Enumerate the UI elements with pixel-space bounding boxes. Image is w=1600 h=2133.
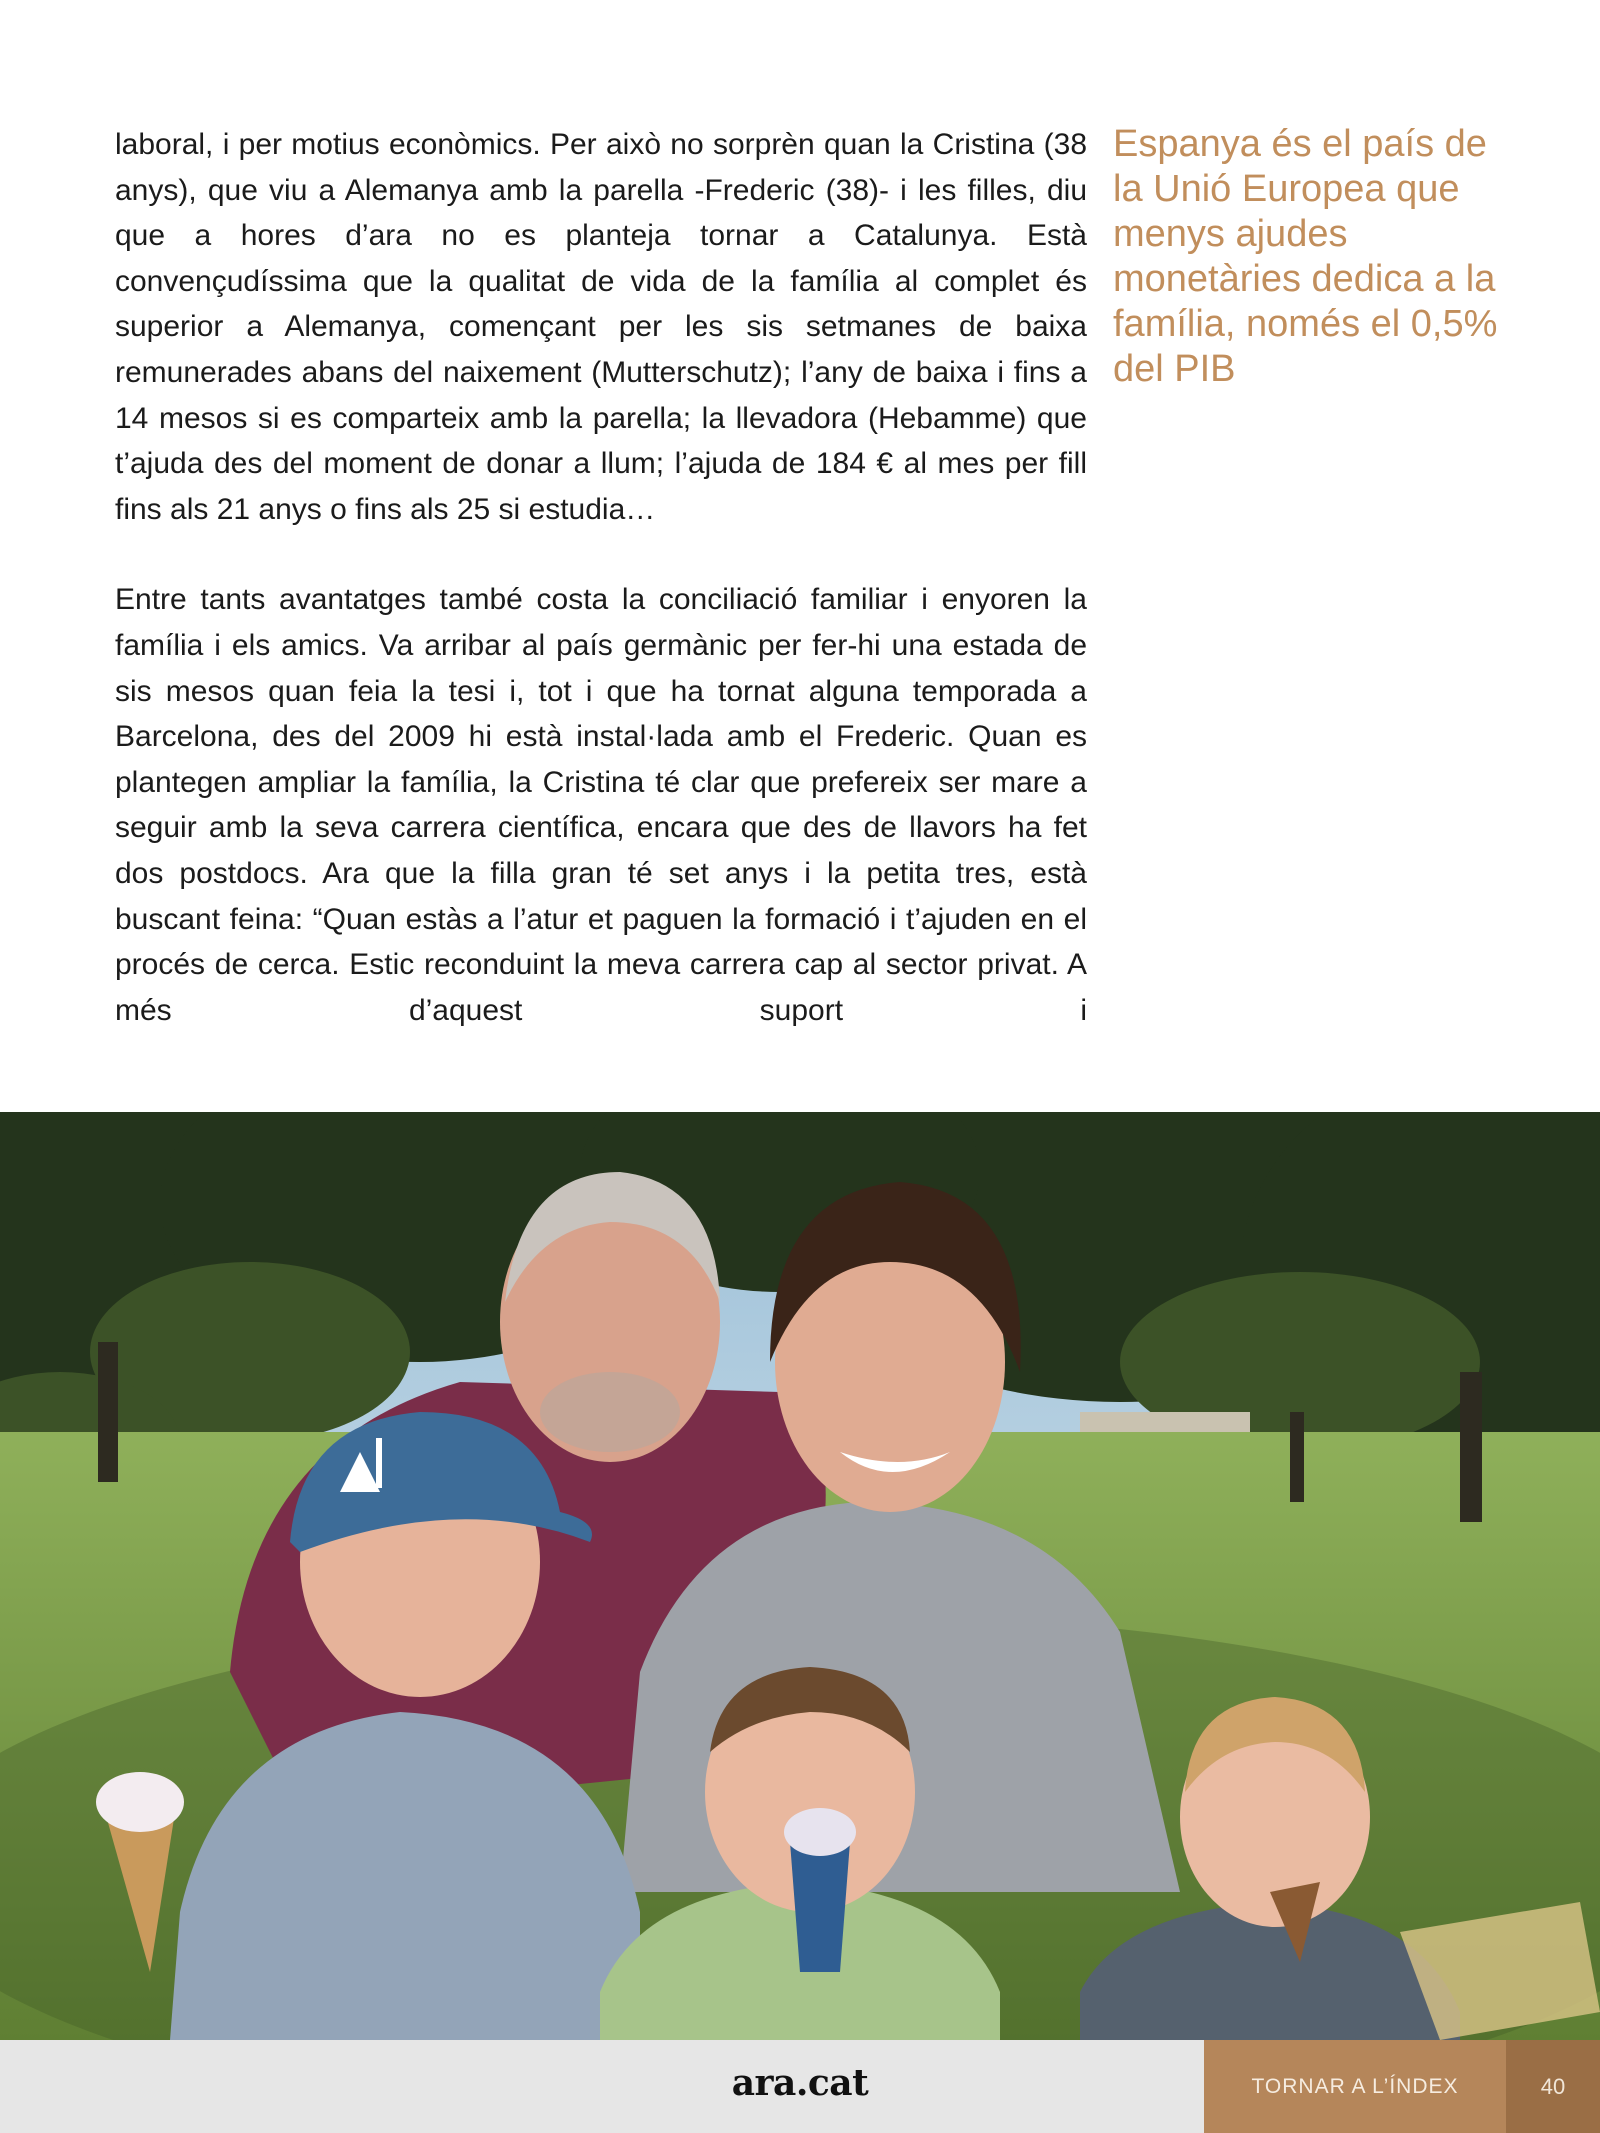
- article-paragraph: Entre tants avantatges també costa la conciliació familiar i enyoren la família i els amics. Va arribar al país germànic per fer-hi una estada de sis mesos quan feia la tesi i, tot i que ha tornat alguna temporada a Barcelona, des del 2009 hi està instal·lada amb el Frederic. Quan es plantegen ampliar la família, la Cristina té clar que prefereix ser mare a seguir amb la seva carrera científica, encara que des de llavors ha fet dos postdocs. Ara que la filla gran té set anys i la petita tres, està buscant feina: “Quan estàs a l’atur et paguen la formació i t’ajuden en el procés de cerca. Estic reconduint la meva carrera cap al sector privat. A més d’aquest suport i: [115, 583, 1087, 1027]
- page-number: 40: [1506, 2040, 1600, 2133]
- article-body: [115, 122, 1087, 1033]
- footer-bar: [0, 2040, 1600, 2133]
- family-photo: [0, 1112, 1600, 2040]
- brand-logo[interactable]: ara.cat: [731, 2062, 869, 2104]
- pull-quote: Espanya és el país de la Unió Europea que menys ajudes monetàries dedica a la família, només el 0,5% del PIB: [1113, 123, 1498, 390]
- article-paragraph: laboral, i per motius econòmics. Per això no sorprèn quan la Cristina (38 anys), que viu a Alemanya amb la parella -Frederic (38)- i les filles, diu que a hores d’ara no es planteja tornar a Catalunya. Està convençudíssima que la qualitat de vida de la família al complet és superior a Alemanya, començant per les sis setmanes de baixa remunerades abans del naixement (Mutterschutz); l’any de baixa i fins a 14 mesos si es comparteix amb la parella; la llevadora (Hebamme) que t’ajuda des del moment de donar a llum; l’ajuda de 184 € al mes per fill fins als 21 anys o fins als 25 si estudia…: [115, 128, 1087, 526]
- back-to-index-button[interactable]: TORNAR A L’ÍNDEX: [1204, 2040, 1506, 2133]
